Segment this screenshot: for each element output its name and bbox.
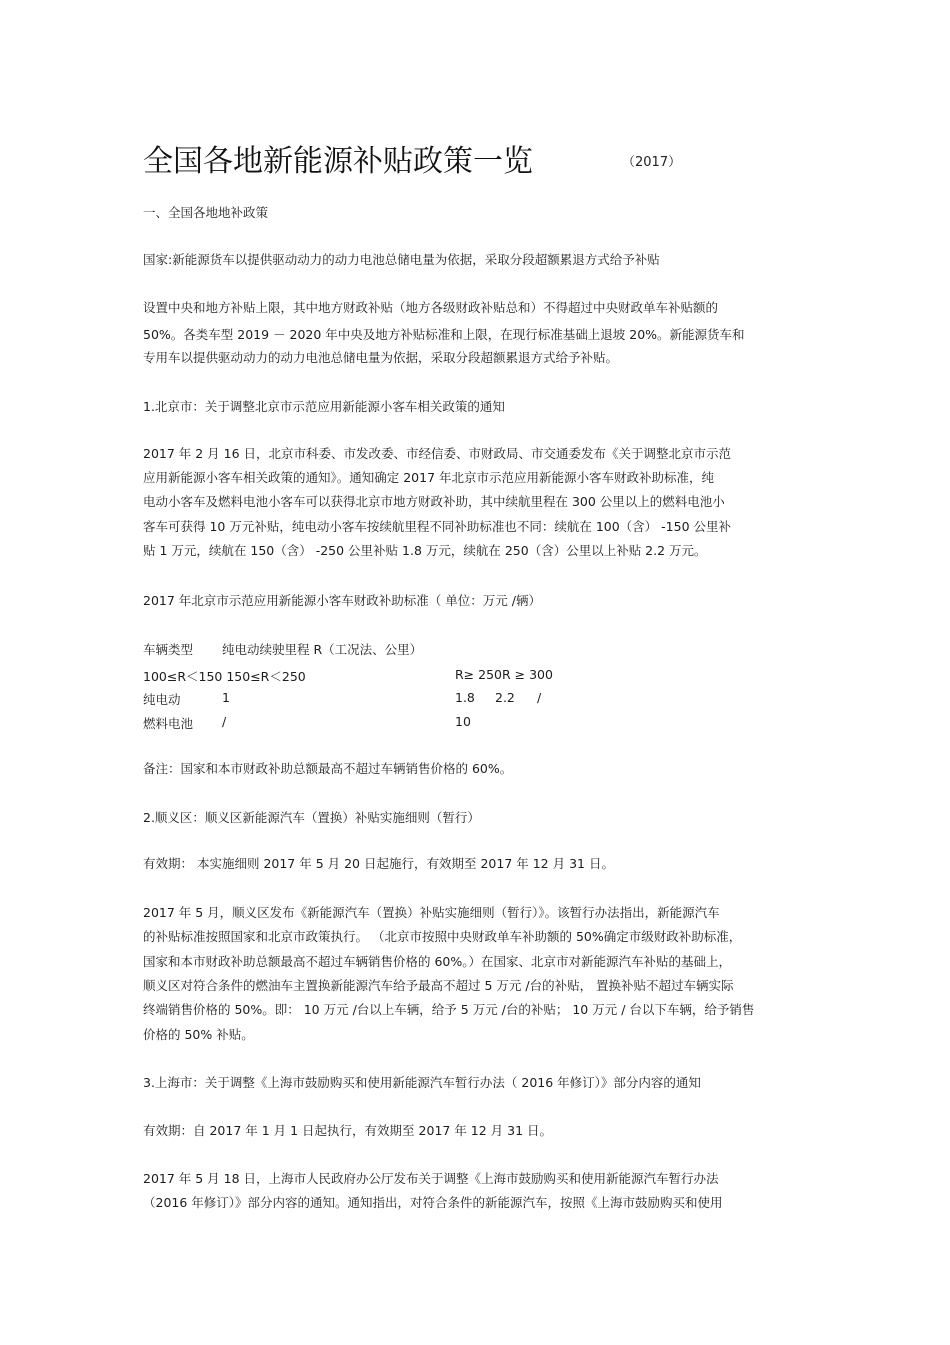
shunyi-paragraph-line: 价格的 50% 补贴。 — [143, 1027, 254, 1042]
shunyi-validity: 有效期： 本实施细则 2017 年 5 月 20 日起施行，有效期至 2017 年 12 月 31 日。 — [143, 856, 614, 871]
table-row-label: 纯电动 — [143, 692, 181, 707]
section-heading: 一、全国各地地补政策 — [143, 205, 269, 220]
beijing-heading: 1.北京市：关于调整北京市示范应用新能源小客车相关政策的通知 — [143, 399, 505, 414]
shunyi-paragraph-line: 国家和本市财政补助总额最高不超过车辆销售价格的 60%。）在国家、北京市对新能源汽车补贴的基础上， — [143, 954, 732, 969]
table-range-right: R≥ 250R ≥ 300 — [455, 667, 553, 682]
table-row-label: 燃料电池 — [143, 716, 194, 731]
table-cell: 1 — [222, 690, 230, 705]
table-cell: 10 — [455, 714, 471, 729]
shunyi-paragraph-line: 终端销售价格的 50%。即： 10 万元 /台以上车辆，给予 5 万元 /台的补贴； 10 万元 / 台以下车辆，给予销售 — [143, 1002, 755, 1017]
table-header-vehicle-type: 车辆类型 — [143, 642, 194, 657]
table-cell: 2.2 — [495, 690, 515, 705]
table-header-range: 纯电动续驶里程 R（工况法、公里） — [222, 642, 423, 657]
beijing-paragraph-line: 电动小客车及燃料电池小客车可以获得北京市地方财政补助，其中续航里程在 300 公里以上的燃料电池小 — [143, 494, 725, 509]
table-cell: / — [222, 714, 227, 729]
shunyi-heading: 2.顺义区：顺义区新能源汽车（置换）补贴实施细则（暂行） — [143, 810, 480, 825]
beijing-paragraph-line: 贴 1 万元，续航在 150（含） -250 公里补贴 1.8 万元，续航在 250（含）公里以上补贴 2.2 万元。 — [143, 543, 707, 558]
table-cell: / — [537, 690, 542, 705]
shunyi-paragraph-line: 的补贴标准按照国家和北京市政策执行。 （北京市按照中央财政单车补助额的 50%确定市级财政补助标准， — [143, 929, 742, 944]
document-title: 全国各地新能源补贴政策一览 — [143, 144, 533, 179]
document-title-year: （2017） — [622, 155, 682, 170]
beijing-table-caption: 2017 年北京市示范应用新能源小客车财政补助标准（ 单位：万元 /辆） — [143, 593, 541, 608]
beijing-note: 备注：国家和本市财政补助总额最高不超过车辆销售价格的 60%。 — [143, 761, 513, 776]
shanghai-paragraph-line: 2017 年 5 月 18 日，上海市人民政府办公厅发布关于调整《上海市鼓励购买和使用新能源汽车暂行办法 — [143, 1171, 719, 1186]
table-range-left: 100≤R＜150 150≤R＜250 — [143, 669, 306, 684]
shanghai-validity: 有效期：自 2017 年 1 月 1 日起执行，有效期至 2017 年 12 月 31 日。 — [143, 1123, 553, 1138]
beijing-paragraph-line: 应用新能源小客车相关政策的通知》。通知确定 2017 年北京市示范应用新能源小客车财政补助标准，纯 — [143, 470, 715, 485]
shunyi-paragraph-line: 2017 年 5 月，顺义区发布《新能源汽车（置换）补贴实施细则（暂行）》。该暂行办法指出，新能源汽车 — [143, 905, 720, 920]
national-paragraph-line: 50%。各类车型 2019 － 2020 年中央及地方补贴标准和上限，在现行标准基础上退坡 20%。新能源货车和 — [143, 327, 745, 342]
table-cell: 1.8 — [455, 690, 475, 705]
national-paragraph-line: 设置中央和地方补贴上限，其中地方财政补贴（地方各级财政补贴总和）不得超过中央财政单车补贴额的 — [143, 300, 719, 315]
national-line: 国家:新能源货车以提供驱动动力的动力电池总储电量为依据，采取分段超额累退方式给予补贴 — [143, 252, 660, 267]
shanghai-heading: 3.上海市：关于调整《上海市鼓励购买和使用新能源汽车暂行办法（ 2016 年修订）》部分内容的通知 — [143, 1075, 701, 1090]
beijing-paragraph-line: 2017 年 2 月 16 日，北京市科委、市发改委、市经信委、市财政局、市交通委发布《关于调整北京市示范 — [143, 446, 732, 461]
shanghai-paragraph-line: （2016 年修订）》部分内容的通知。通知指出，对符合条件的新能源汽车，按照《上海市鼓励购买和使用 — [143, 1195, 723, 1210]
national-paragraph-line: 专用车以提供驱动动力的动力电池总储电量为依据，采取分段超额累退方式给予补贴。 — [143, 350, 619, 365]
beijing-paragraph-line: 客车可获得 10 万元补贴，纯电动小客车按续航里程不同补助标准也不同：续航在 100（含） -150 公里补 — [143, 519, 732, 534]
shunyi-paragraph-line: 顺义区对符合条件的燃油车主置换新能源汽车给予最高不超过 5 万元 /台的补贴， 置换补贴不超过车辆实际 — [143, 978, 734, 993]
